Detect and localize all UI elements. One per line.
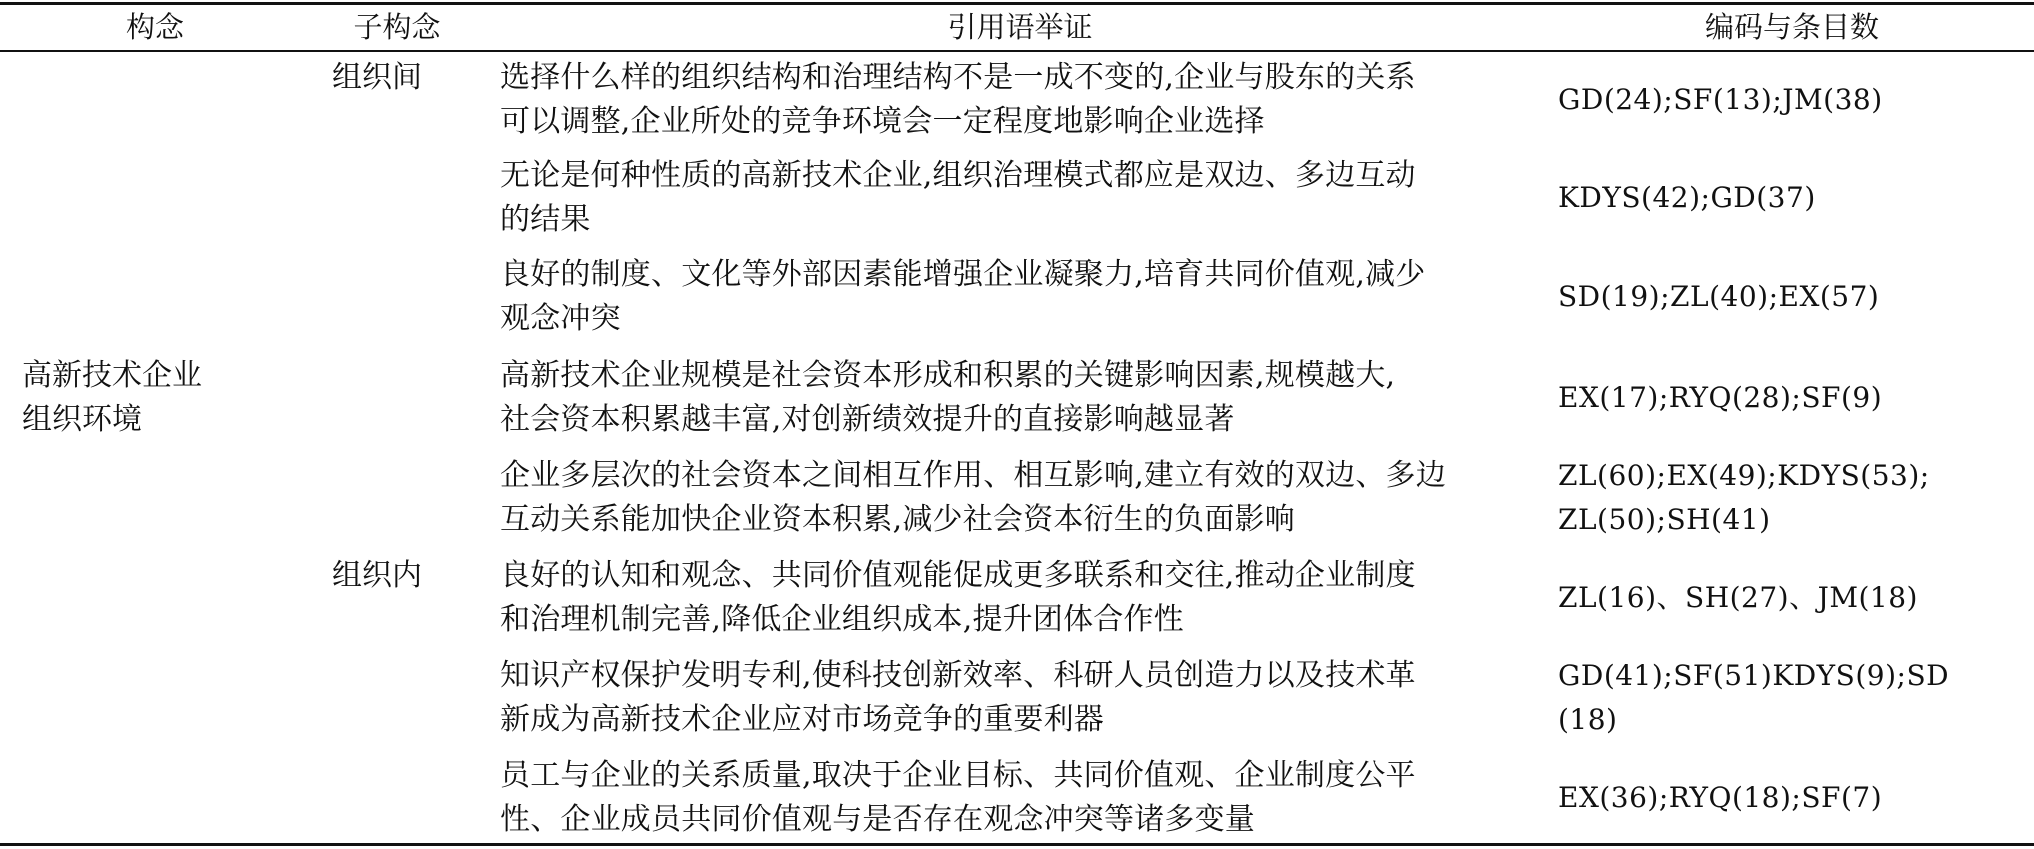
quote-line: 新成为高新技术企业应对市场竞争的重要利器 <box>500 702 1104 737</box>
quote-line: 社会资本积累越丰富,对创新绩效提升的直接影响越显著 <box>500 402 1235 437</box>
quote-line: 观念冲突 <box>500 301 621 336</box>
codes-line: EX(36);RYQ(18);SF(7) <box>1558 781 1883 814</box>
quote-cell <box>500 754 1520 842</box>
table-bottom-rule <box>0 843 2034 846</box>
header-construct: 构念 <box>125 10 184 44</box>
quote-line: 知识产权保护发明专利,使科技创新效率、科研人员创造力以及技术革 <box>500 658 1416 693</box>
subconstruct-inter: 组织间 <box>332 60 422 95</box>
subconstruct-intra: 组织内 <box>332 558 422 593</box>
codes-line: SD(19);ZL(40);EX(57) <box>1558 280 1880 313</box>
codes-cell <box>1558 275 2020 319</box>
codes-cell <box>1558 576 2020 620</box>
quote-line: 性、企业成员共同价值观与是否存在观念冲突等诸多变量 <box>500 802 1255 837</box>
quote-cell <box>500 654 1520 742</box>
codes-line: EX(17);RYQ(28);SF(9) <box>1558 381 1883 414</box>
quote-line: 可以调整,企业所处的竞争环境会一定程度地影响企业选择 <box>500 104 1265 139</box>
codes-line: KDYS(42);GD(37) <box>1558 181 1816 214</box>
quote-cell <box>500 354 1520 442</box>
quote-line: 员工与企业的关系质量,取决于企业目标、共同价值观、企业制度公平 <box>500 758 1416 793</box>
quote-cell <box>500 154 1520 242</box>
quote-cell <box>500 56 1520 144</box>
quote-line: 和治理机制完善,降低企业组织成本,提升团体合作性 <box>500 602 1184 637</box>
codes-line: ZL(50);SH(41) <box>1558 503 1771 536</box>
header-codes: 编码与条目数 <box>1704 10 1879 44</box>
quote-line: 的结果 <box>500 202 591 237</box>
codes-line: GD(41);SF(51)KDYS(9);SD <box>1558 659 1950 692</box>
quote-cell <box>500 554 1520 642</box>
table-top-rule <box>0 2 2034 5</box>
quote-line: 互动关系能加快企业资本积累,减少社会资本衍生的负面影响 <box>500 502 1295 537</box>
codes-cell <box>1558 78 2020 122</box>
codes-line: ZL(16)、SH(27)、JM(18) <box>1558 581 1918 614</box>
codes-line: GD(24);SF(13);JM(38) <box>1558 83 1883 116</box>
table-header-rule <box>0 50 2034 52</box>
quote-cell <box>500 454 1520 542</box>
codes-cell <box>1558 454 2020 542</box>
quote-line: 良好的制度、文化等外部因素能增强企业凝聚力,培育共同价值观,减少 <box>500 257 1426 292</box>
codes-cell <box>1558 176 2020 220</box>
quote-cell <box>500 253 1520 341</box>
codes-cell <box>1558 376 2020 420</box>
header-subconstruct: 子构念 <box>353 10 441 44</box>
codes-cell <box>1558 776 2020 820</box>
quote-line: 企业多层次的社会资本之间相互作用、相互影响,建立有效的双边、多边 <box>500 458 1446 493</box>
header-quote: 引用语举证 <box>947 10 1093 44</box>
codes-line: (18) <box>1558 703 1618 736</box>
construct-cell <box>22 354 282 442</box>
codes-cell <box>1558 654 2020 742</box>
quote-line: 无论是何种性质的高新技术企业,组织治理模式都应是双边、多边互动 <box>500 158 1416 193</box>
construct-line: 高新技术企业 <box>22 358 202 393</box>
codes-line: ZL(60);EX(49);KDYS(53); <box>1558 459 1930 492</box>
construct-line: 组织环境 <box>22 402 142 437</box>
quote-line: 良好的认知和观念、共同价值观能促成更多联系和交往,推动企业制度 <box>500 558 1416 593</box>
quote-line: 选择什么样的组织结构和治理结构不是一成不变的,企业与股东的关系 <box>500 60 1416 95</box>
quote-line: 高新技术企业规模是社会资本形成和积累的关键影响因素,规模越大, <box>500 358 1396 393</box>
